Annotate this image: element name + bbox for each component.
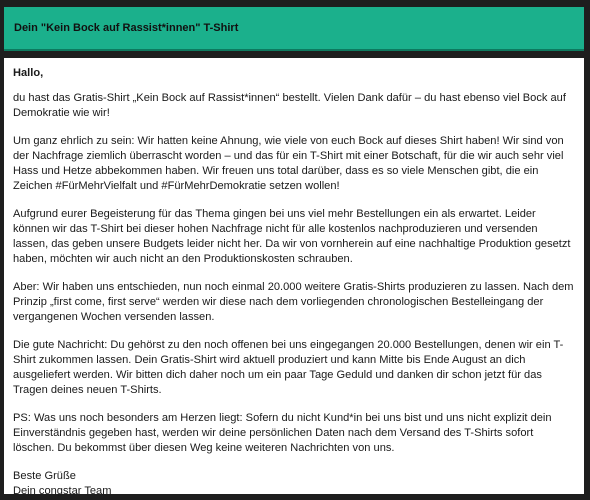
email-subject: Dein "Kein Bock auf Rassist*innen" T-Shirt (14, 22, 239, 34)
email-closing: Beste Grüße (13, 470, 76, 482)
email-signature: Dein congstar Team (13, 485, 112, 497)
email-subject-bar (4, 7, 584, 51)
email-paragraph: Aufgrund eurer Begeisterung für das Thema gingen bei uns viel mehr Bestellungen ein als erwartet. Leider können wir das T-Shirt bei dieser hohen Nachfrage nicht für alle kostenlos nachproduzieren und versenden lassen, das geben unsere Budgets leider nicht her. Da wir von vornherein auf eine nachhaltige Produktion gesetzt haben, möchten wir auch nicht an den Produktionskosten schrauben. (13, 208, 571, 265)
email-paragraph: Um ganz ehrlich zu sein: Wir hatten keine Ahnung, wie viele von euch Bock auf dieses Shirt haben! Wir sind von der Nachfrage ziemlich überrascht worden – und das für ein T-Shirt mit einer Botschaft, für die wir auch sehr viel Hass und Hetze abbekommen haben. Wir freuen uns total darüber, dass es so viele Menschen gibt, die ein Zeichen #FürMehrVielfalt und #FürMehrDemokratie setzen wollen! (13, 135, 564, 192)
email-paragraph: Die gute Nachricht: Du gehörst zu den noch offenen bei uns eingegangen 20.000 Bestellungen, denen wir ein T-Shirt zukommen lassen. Dein Gratis-Shirt wird aktuell produziert und kann Mitte bis Ende August an dich ausgeliefert werden. Wir bitten dich daher noch um ein paar Tage Geduld und danken dir schon jetzt für das Tragen deines neuen T-Shirts. (13, 339, 564, 396)
email-paragraph: du hast das Gratis-Shirt „Kein Bock auf Rassist*innen“ bestellt. Vielen Dank dafür – du hast ebenso viel Bock auf Demokratie wie wir! (13, 92, 566, 119)
email-greeting: Hallo, (13, 67, 44, 79)
email-body (4, 58, 584, 497)
email-paragraph: Aber: Wir haben uns entschieden, nun noch einmal 20.000 weitere Gratis-Shirts produzieren zu lassen. Nach dem Prinzip „first come, first serve“ werden wir diese nach dem vorliegenden chronologischen Bestelleingang der vergangenen Wochen versenden lassen. (13, 281, 574, 323)
email-paragraph: PS: Was uns noch besonders am Herzen liegt: Sofern du nicht Kund*in bei uns bist und uns nicht explizit dein Einverständnis gegeben hast, werden wir deine persönlichen Daten nach dem Versand des T-Shirts sofort löschen. Du bekommst über diesen Weg keine weiteren Nachrichten von uns. (13, 412, 552, 454)
